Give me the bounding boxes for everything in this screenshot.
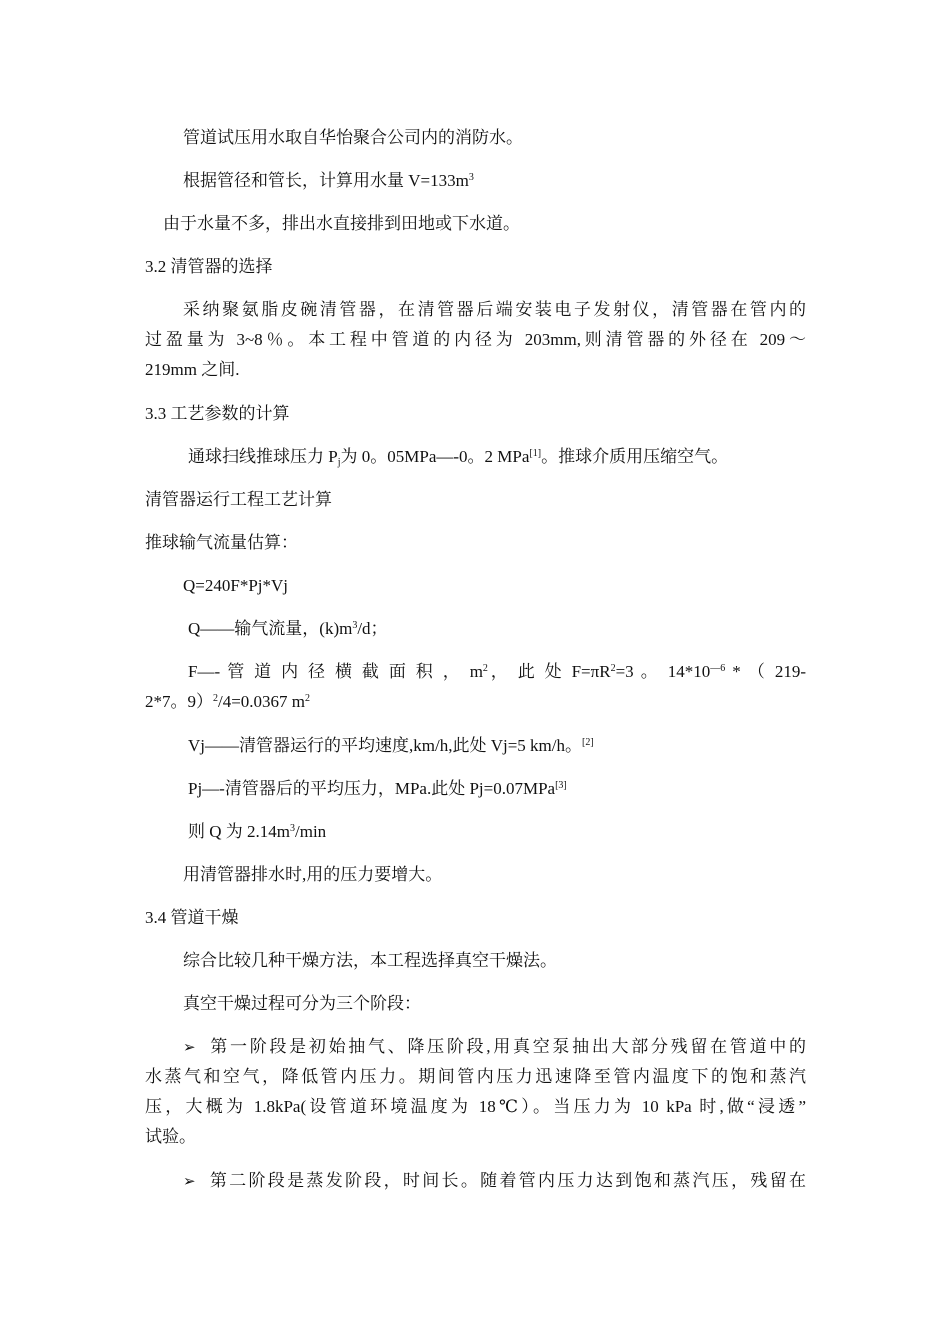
formula-definition: F—- 管 道 内 径 横 截 面 积 ， $m^2$， 此 处 $F=\pi R^2=3$ 。 $14*10^{—6}$ * （ 219-: [188, 662, 806, 681]
arrow-bullet-icon: ➢: [183, 1038, 196, 1056]
formula: Q=240F*Pj*Vj: [183, 576, 288, 595]
paragraph-line: 219mm 之间.: [145, 360, 240, 379]
paragraph: 管道试压用水取自华怡聚合公司内的消防水。: [183, 128, 523, 147]
paragraph-line: 采纳聚氨脂皮碗清管器，在清管器后端安装电子发射仪，清管器在管内的: [183, 300, 806, 319]
paragraph: 综合比较几种干燥方法，本工程选择真空干燥法。: [183, 951, 557, 970]
formula-definition: Q——输气流量，$(k)m^3/d$；: [188, 619, 388, 638]
bullet-item-line: 压，大概为 1.8kPa(设管道环境温度为 18℃）。当压力为 10 kPa 时,做“浸透”: [145, 1097, 806, 1116]
bullet-item: ➢ 第二阶段是蒸发阶段，时间长。随着管内压力达到饱和蒸汽压，残留在: [183, 1171, 806, 1190]
bullet-item-line: 水蒸气和空气，降低管内压力。期间管内压力迅速降至管内温度下的饱和蒸汽: [145, 1067, 806, 1086]
formula-definition: Vj——清管器运行的平均速度,km/h,此处 Vj=5 km/h。[2]: [188, 736, 594, 755]
paragraph: 推球输气流量估算：: [145, 533, 298, 552]
paragraph: 由于水量不多，排出水直接排到田地或下水道。: [163, 214, 520, 233]
bullet-item: ➢ 第一阶段是初始抽气、降压阶段,用真空泵抽出大部分残留在管道中的: [183, 1037, 806, 1056]
formula-result: 则 Q 为 $2.14m^3/\min$: [188, 822, 327, 841]
formula-definition: Pj—-清管器后的平均压力，MPa.此处 Pj=0.07MPa[3]: [188, 779, 567, 798]
paragraph: 清管器运行工程工艺计算: [145, 490, 332, 509]
section-heading: 3.3 工艺参数的计算: [145, 404, 290, 423]
arrow-bullet-icon: ➢: [183, 1172, 196, 1190]
paragraph: 通球扫线推球压力 $P_j$为 0。05MPa—-0。2 MPa[1]。推球介质用压缩空气。: [188, 447, 729, 468]
bullet-item-line: 试验。: [145, 1127, 196, 1146]
paragraph-line: 过盈量为 3~8％。本工程中管道的内径为 203mm,则清管器的外径在 209～: [145, 330, 806, 349]
paragraph: 真空干燥过程可分为三个阶段：: [183, 994, 421, 1013]
paragraph: 根据管径和管长，计算用水量 $V=133m^3$: [183, 171, 474, 190]
formula-definition: 2*7。9）$^2$/4=0.0367 $m^2$: [145, 692, 311, 711]
paragraph: 用清管器排水时,用的压力要增大。: [183, 865, 443, 884]
section-heading: 3.4 管道干燥: [145, 908, 239, 927]
section-heading: 3.2 清管器的选择: [145, 257, 273, 276]
